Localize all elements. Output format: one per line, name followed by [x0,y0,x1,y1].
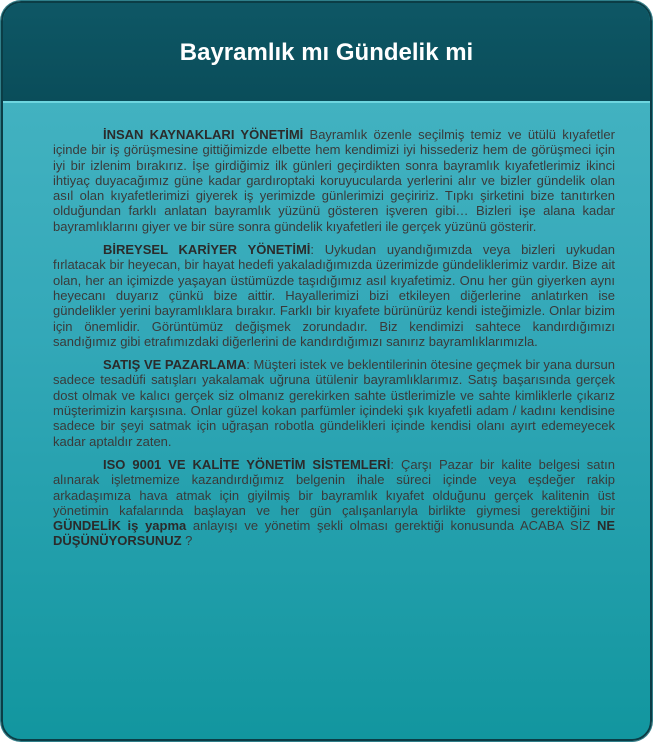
paragraph-text: Bayramlık özenle seçilmiş temiz ve ütülü kıyafetler içinde bir iş görüşmesine gittiğimizde elbette hem kendimizi iyi hissederiz hem de görüşmeci için iyi bir izlenim bırakırız. İşe girdiğimiz ilk günleri geçirdikten sonra bayramlık kıyafetlerimiz ikinci ihtiyaç duyacağımız güne kadar gardıroptaki koruyucularda yerlerini alır ve bizler gündelik olan asıl olan kıyafetlerimizi giyerek iş yerimizde günlerimizi geçiririz. Tıpkı şirketini bize tanıtırken olduğundan farklı anlatan bayramlık yüzünü gösteren işveren gibi… Bizleri işe alana kadar bayramlıklarını giyer ve bir süre sonra gündelik kıyafetleri ile gerçek yüzünü gösterir. [53,127,615,234]
article-card [1,1,652,741]
title-bar [3,3,650,103]
paragraph-text: : Müşteri istek ve beklentilerinin ötesine geçmek bir yana dursun sadece tesadüfi satışları yakalamak uğruna ütülenir bayramlıklarımız. Satış başarısında gerçek dost olmak ve kalıcı gerçek siz olmanız gerekirken sahte üstlerimizle ve sahte kimliklerle çıkarız müşterimizin karşısına. Onlar güzel kokan parfümler içindeki şık kıyafetli adam / kadını kendisine sadece bir şeyi satmak için uğraşan robotla gündelikleri içinde kendisi olanı ayırt edemeyecek kadar aptaldır zaten. [53,357,616,449]
emphasis-text: GÜNDELİK iş yapma [53,518,187,534]
paragraph-heading: BİREYSEL KARİYER YÖNETİMİ [103,242,311,258]
paragraph-sales [53,357,615,449]
paragraph-heading: SATIŞ VE PAZARLAMA [103,357,247,373]
paragraph-iso [53,457,615,549]
paragraph-text: : Uykudan uyandığımızda veya bizleri uykudan fırlatacak bir heyecan, bir hayat hedefi yakaladığımızda üzerimizde gündeliklerimiz vardır. Bize ait olan, her an içimizde yaşayan üstümüzde taşıdığımız asıl kıyafetimiz. Onu her gün giyerken aynı heyecanı duyarız çünkü bize aittir. Hayallerimizi bizi etkileyen diğerlerine anlatırken ise gündelikler yerini bayramlıklara bırakır. Farklı bir kıyafete bürünürüz kendi isteğimizle. Onlar bizim için önemlidir. Görüntümüz değişmek zorundadır. Biz kendimizi sahtece kandırdığımızı sandığımız gibi etrafımızdaki diğerlerini de kandırdığımızı sanırız bayramlıklarımızla. [53,242,615,349]
paragraph-text: ? [181,533,193,549]
paragraph-heading: İNSAN KAYNAKLARI YÖNETİMİ [103,127,304,142]
paragraph-text: : Çarşı Pazar bir kalite belgesi satın alınarak işletmemize kazandırdığımız belgenin ihale süreci içinde veya eşdeğer rakip arkadaşımıza hava atmak için giyilmiş bir bayramlık kıyafet olduğunu gerçek kalitenin üst yönetimin kafalarında başlayan ve her gün çalışanlarıyla birlikte giymesi gerektiğini bir [53,456,615,518]
article-body [53,127,615,557]
paragraph-text: anlayışı ve yönetim şekli olması gerektiği konusunda ACABA SİZ [186,518,597,534]
paragraph-hr [53,127,615,234]
page-title: Bayramlık mı Gündelik mi [179,39,474,66]
paragraph-heading: ISO 9001 VE KALİTE YÖNETİM SİSTEMLERİ [103,456,391,472]
paragraph-career [53,242,615,349]
emphasis-text: NE DÜŞÜNÜYORSUNUZ [53,518,615,549]
